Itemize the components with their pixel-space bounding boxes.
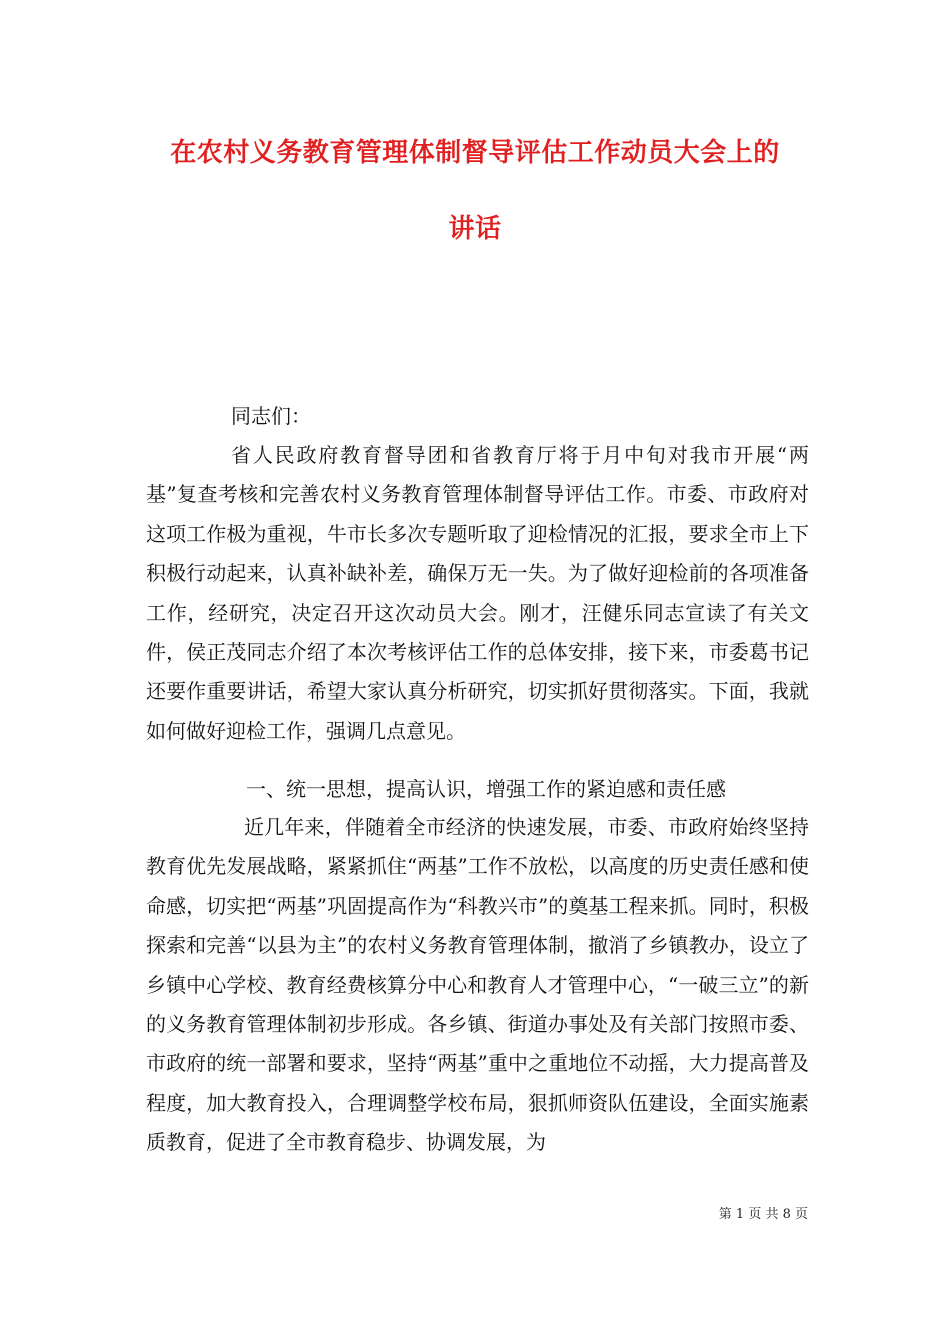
paragraph-2: 近几年来，伴随着全市经济的快速发展，市委、市政府始终坚持教育优先发展战略，紧紧抓住“两基”工作不放松，以高度的历史责任感和使命感，切实把“两基”巩固提高作为“科教兴市”的奠基工程来抓。同时，积极探索和完善“以县为主”的农村义务教育管理体制，撤消了乡镇教办，设立了乡镇中心学校、教育经费核算分中心和教育人才管理中心，“一破三立”的新的义务教育管理体制初步形成。各乡镇、街道办事处及有关部门按照市委、市政府的统一部署和要求，坚持“两基”重中之重地位不动摇，大力提高普及程度，加大教育投入，合理调整学校布局，狠抓师资队伍建设，全面实施素质教育，促进了全市教育稳步、协调发展，为 [146, 815, 809, 1155]
salutation: 同志们： [231, 404, 311, 428]
document-title-line-1: 在农村义务教育管理体制督导评估工作动员大会上的 [170, 138, 780, 168]
page-footer: 第 1 页 共 8 页 [718, 1207, 808, 1222]
section-heading-1: 一、统一思想，提高认识，增强工作的紧迫感和责任感 [246, 777, 726, 801]
paragraph-1: 省人民政府教育督导团和省教育厅将于月中旬对我市开展“两基”复查考核和完善农村义务教育管理体制督导评估工作。市委、市政府对这项工作极为重视，牛市长多次专题听取了迎检情况的汇报，要求全市上下积极行动起来，认真补缺补差，确保万无一失。为了做好迎检前的各项准备工作，经研究，决定召开这次动员大会。刚才，汪健乐同志宣读了有关文件，侯正茂同志介绍了本次考核评估工作的总体安排，接下来，市委葛书记还要作重要讲话，希望大家认真分析研究，切实抓好贯彻落实。下面，我就如何做好迎检工作，强调几点意见。 [146, 443, 809, 743]
document-title-line-2: 讲话 [448, 214, 502, 244]
